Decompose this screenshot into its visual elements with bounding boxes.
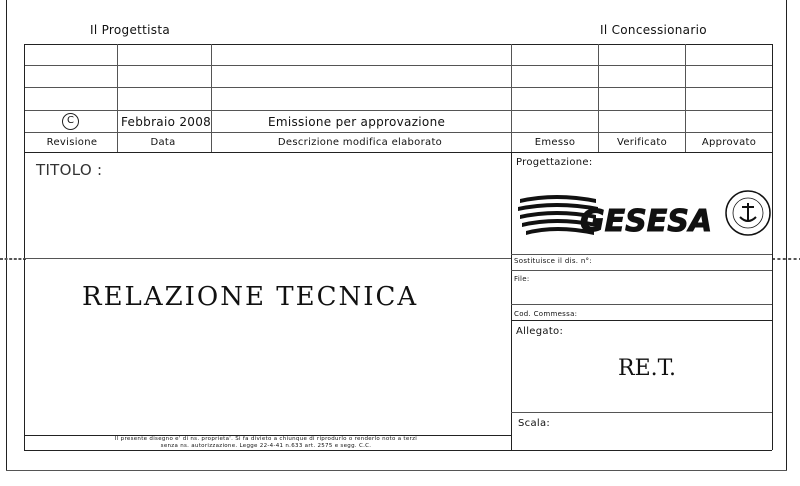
revision-row-line bbox=[24, 110, 772, 111]
revision-row-line bbox=[24, 132, 772, 133]
side-panel-separator bbox=[511, 304, 772, 305]
side-panel-separator bbox=[511, 412, 772, 413]
cod-commessa-label: Cod. Commessa: bbox=[514, 310, 578, 318]
revision-col-divider bbox=[685, 44, 686, 152]
revision-col-divider bbox=[211, 44, 212, 152]
col-header-verificato: Verificato bbox=[616, 137, 668, 148]
revision-table-top bbox=[24, 44, 772, 45]
frame-bottom-border bbox=[6, 470, 787, 471]
col-header-emesso: Emesso bbox=[534, 137, 576, 148]
concessionario-label: Il Concessionario bbox=[600, 23, 707, 37]
titolo-label: TITOLO : bbox=[36, 161, 103, 179]
document-title: RELAZIONE TECNICA bbox=[82, 282, 419, 312]
allegato-label: Allegato: bbox=[516, 326, 564, 337]
gesesa-logo-graphic bbox=[516, 187, 772, 247]
sostituisce-label: Sostituisce il dis. n°: bbox=[514, 257, 593, 265]
scala-label: Scala: bbox=[518, 418, 551, 429]
crop-mark-line bbox=[0, 258, 26, 260]
col-header-approvato: Approvato bbox=[701, 137, 757, 148]
gesesa-logo bbox=[516, 187, 772, 247]
file-label: File: bbox=[514, 275, 530, 283]
revision-table-bottom bbox=[24, 152, 772, 153]
revision-table-left bbox=[24, 44, 25, 450]
side-panel-separator bbox=[511, 320, 772, 321]
revision-row-line bbox=[24, 65, 772, 66]
title-block-divider bbox=[511, 152, 512, 450]
footer-bottom-line bbox=[24, 450, 772, 451]
col-header-revisione: Revisione bbox=[46, 137, 98, 148]
col-header-descrizione: Descrizione modifica elaborato bbox=[277, 137, 443, 148]
revision-table-right bbox=[772, 44, 773, 450]
allegato-value: RE.T. bbox=[618, 356, 677, 381]
footer-copyright-line2: senza ns. autorizzazione. Legge 22-4-41 n.633 art. 2575 e segg. C.C. bbox=[160, 443, 372, 449]
footer-copyright-line1: Il presente disegno e' di ns. proprieta'. Si fa divieto a chiunque di riprodurlo o renderlo noto a terzi bbox=[114, 436, 418, 442]
revision-description: Emissione per approvazione bbox=[268, 115, 446, 129]
side-panel-separator bbox=[511, 254, 772, 255]
title-block-separator bbox=[24, 258, 511, 259]
logo-wordmark: GESESA bbox=[580, 204, 713, 239]
revision-col-divider bbox=[511, 44, 512, 152]
frame-left-border bbox=[6, 0, 7, 470]
revision-col-divider bbox=[598, 44, 599, 152]
revision-symbol: C bbox=[67, 115, 74, 126]
crop-mark-line bbox=[772, 258, 800, 260]
side-panel-separator bbox=[511, 270, 772, 271]
frame-right-border bbox=[786, 0, 787, 470]
revision-row-line bbox=[24, 87, 772, 88]
revision-date: Febbraio 2008 bbox=[121, 115, 212, 129]
revision-col-divider bbox=[117, 44, 118, 152]
progettista-label: Il Progettista bbox=[90, 23, 170, 37]
progettazione-label: Progettazione: bbox=[516, 157, 593, 168]
revision-circle-icon bbox=[62, 113, 79, 130]
col-header-data: Data bbox=[150, 137, 176, 148]
